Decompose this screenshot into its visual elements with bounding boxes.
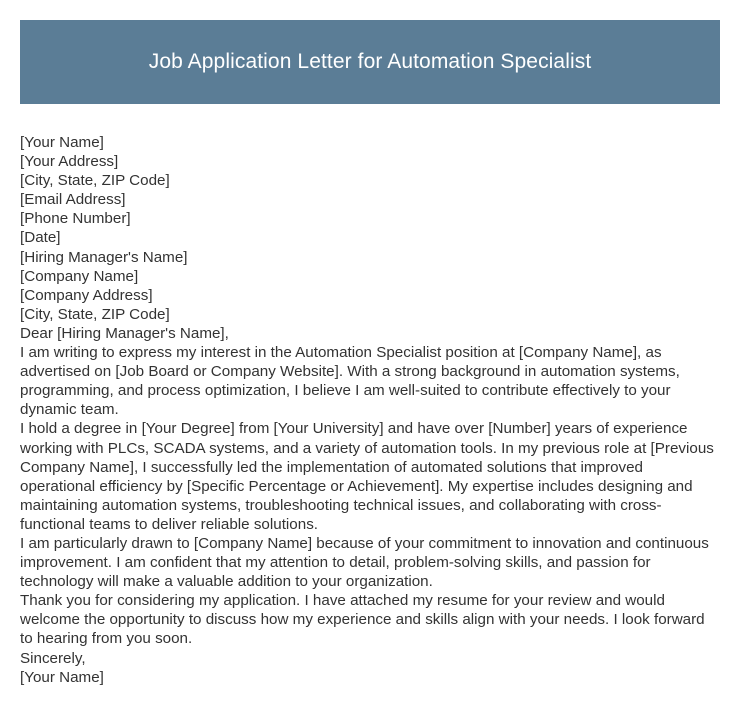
company-name: [Company Name]: [20, 267, 139, 285]
sender-address: [Your Address]: [20, 153, 119, 171]
paragraph-motivation: I am particularly drawn to [Company Name] because of your commitment to innovation and continuous improvement. I am confident that my attention to detail, problem-solving skills, and passion for technology will make a valuable addition to your organization.: [20, 534, 709, 591]
sender-email: [Email Address]: [20, 191, 126, 209]
letter-body: [20, 133, 720, 687]
company-city: [City, State, ZIP Code]: [20, 305, 170, 323]
company-address: [Company Address]: [20, 286, 153, 304]
sender-phone: [Phone Number]: [20, 210, 131, 228]
salutation: Dear [Hiring Manager's Name],: [20, 324, 229, 342]
signature: [Your Name]: [20, 668, 104, 686]
closing: Sincerely,: [20, 649, 86, 667]
paragraph-experience: I hold a degree in [Your Degree] from [Your University] and have over [Number] years of experience working with PLCs, SCADA systems, and a variety of automation tools. In my previous role at [Previous Company Name], I successfully led the implementation of automated solutions that improved operational efficiency by [Specific Percentage or Achievement]. My expertise includes designing and maintaining automation systems, troubleshooting technical issues, and collaborating with cross-functional teams to deliver reliable solutions.: [20, 420, 714, 533]
sender-name: [Your Name]: [20, 134, 104, 151]
paragraph-intro: I am writing to express my interest in the Automation Specialist position at [Company Name], as advertised on [Job Board or Company Website]. With a strong background in automation systems, programming, and process optimization, I believe I am well-suited to contribute effectively to your dynamic team.: [20, 344, 680, 419]
paragraph-closing: Thank you for considering my application. I have attached my resume for your review and would welcome the opportunity to discuss how my experience and skills align with your needs. I look forward to hearing from you soon.: [20, 592, 705, 648]
title-banner: [20, 20, 720, 104]
page-title: Job Application Letter for Automation Specialist: [148, 50, 592, 73]
letter-date: [Date]: [20, 229, 61, 247]
recipient-name: [Hiring Manager's Name]: [20, 248, 188, 266]
sender-city: [City, State, ZIP Code]: [20, 172, 170, 190]
